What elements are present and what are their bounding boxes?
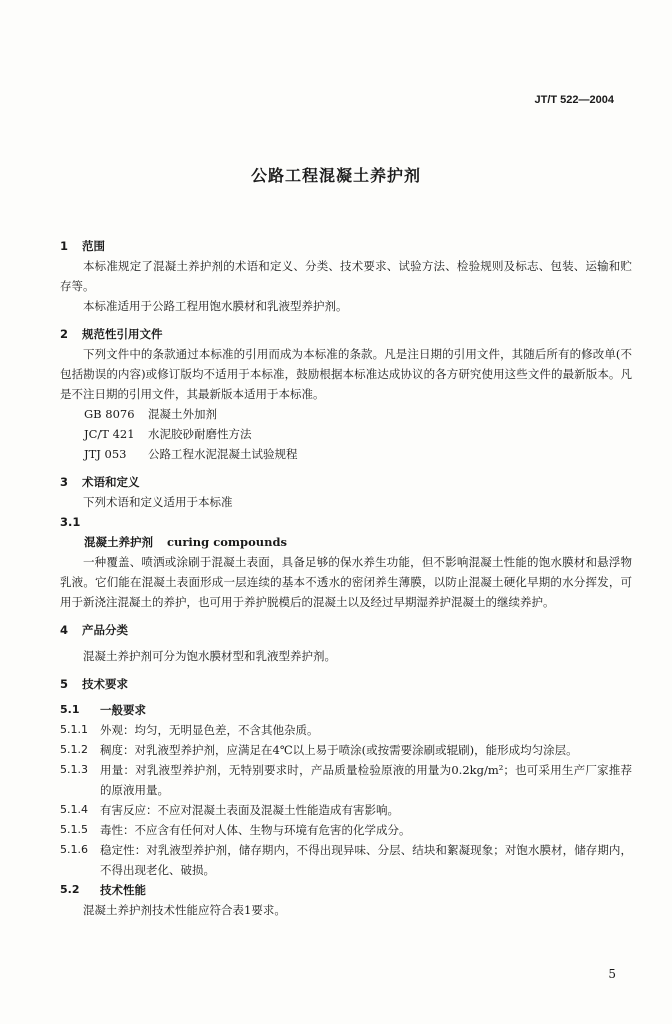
reference-item [60,444,632,464]
section-title: 范围 [82,239,105,253]
section-5-2-paragraph: 混凝土养护剂技术性能应符合表1要求。 [83,903,286,917]
item-number: 5.1.5 [60,823,88,836]
requirement-item [60,720,632,740]
item-text: 稠度：对乳液型养护剂，应满足在4℃以上易于喷涂(或按需要涂刷或辊刷)，能形成均匀涂层。 [100,743,578,757]
document-title: 公路工程混凝土养护剂 [250,166,421,185]
subsection-number: 5.2 [60,883,80,896]
reference-code: JTJ 053 [84,447,127,461]
term-entry [60,532,632,552]
item-text: 用量：对乳液型养护剂，无特别要求时，产品质量检验原液的用量为0.2kg/m²；也可采用生产厂家推荐的原液用量。 [100,763,632,797]
reference-item [60,404,632,424]
term-english: curing compounds [167,535,287,549]
subsection-5-2-heading [60,880,632,900]
section-3-paragraph: 下列术语和定义适用于本标准 [83,495,233,509]
item-text: 有害反应：不应对混凝土表面及混凝土性能造成有害影响。 [100,803,399,817]
section-number: 5 [60,677,69,691]
requirement-item [60,820,632,840]
subsection-number: 5.1 [60,703,80,716]
section-title: 术语和定义 [82,475,140,489]
item-number: 5.1.2 [60,743,88,756]
reference-name: 公路工程水泥混凝土试验规程 [148,447,298,461]
reference-item [60,424,632,444]
section-title: 产品分类 [82,623,128,637]
reference-code: GB 8076 [84,407,135,421]
section-2-heading [60,324,632,344]
requirement-item [60,840,632,880]
standard-code: JT/T 522—2004 [534,94,614,106]
section-1-heading [60,236,632,256]
section-1-paragraph-2: 本标准适用于公路工程用饱水膜材和乳液型养护剂。 [83,299,348,313]
section-4-paragraph: 混凝土养护剂可分为饱水膜材型和乳液型养护剂。 [83,649,336,663]
section-title: 技术要求 [82,677,128,691]
subsection-title: 一般要求 [100,703,146,717]
page-number: 5 [608,967,616,981]
term-definition: 一种覆盖、喷洒或涂刷于混凝土表面，具备足够的保水养生功能，但不影响混凝土性能的饱水膜材和悬浮物乳液。它们能在混凝土表面形成一层连续的基本不透水的密闭养生薄膜，以防止混凝土硬化早期的水分挥发，可用于新浇注混凝土的养护，也可用于养护脱模后的混凝土以及经过早期湿养护混凝土的继续养护。 [60,555,632,609]
subsection-5-1-heading [60,700,632,720]
section-number: 1 [60,239,69,253]
item-text: 毒性：不应含有任何对人体、生物与环境有危害的化学成分。 [100,823,411,837]
requirement-item [60,800,632,820]
section-2-paragraph: 下列文件中的条款通过本标准的引用而成为本标准的条款。凡是注日期的引用文件，其随后所有的修改单(不包括勘误的内容)或修订版均不适用于本标准，鼓励根据本标准达成协议的各方研究使用这些文件的最新版本。凡是不注日期的引用文件，其最新版本适用于本标准。 [60,347,632,401]
section-number: 4 [60,623,69,637]
item-text: 稳定性：对乳液型养护剂，储存期内，不得出现异味、分层、结块和絮凝现象；对饱水膜材，储存期内，不得出现老化、破损。 [100,843,632,877]
reference-code: JC/T 421 [84,427,135,441]
item-number: 5.1.1 [60,723,88,736]
section-4-heading [60,620,632,640]
section-5-heading [60,674,632,694]
item-text: 外观：均匀，无明显色差，不含其他杂质。 [100,723,319,737]
reference-name: 混凝土外加剂 [148,407,217,421]
item-number: 5.1.6 [60,843,88,856]
section-number: 2 [60,327,69,341]
section-title: 规范性引用文件 [82,327,163,341]
section-number: 3 [60,475,69,489]
section-1-paragraph-1: 本标准规定了混凝土养护剂的术语和定义、分类、技术要求、试验方法、检验规则及标志、包装、运输和贮存等。 [60,259,632,293]
document-body [60,228,632,920]
requirement-item [60,740,632,760]
section-3-heading [60,472,632,492]
term-number: 3.1 [60,515,81,529]
item-number: 5.1.4 [60,803,88,816]
term-chinese: 混凝土养护剂 [84,535,153,549]
requirement-item [60,760,632,800]
item-number: 5.1.3 [60,763,88,776]
reference-name: 水泥胶砂耐磨性方法 [148,427,252,441]
subsection-title: 技术性能 [100,883,146,897]
